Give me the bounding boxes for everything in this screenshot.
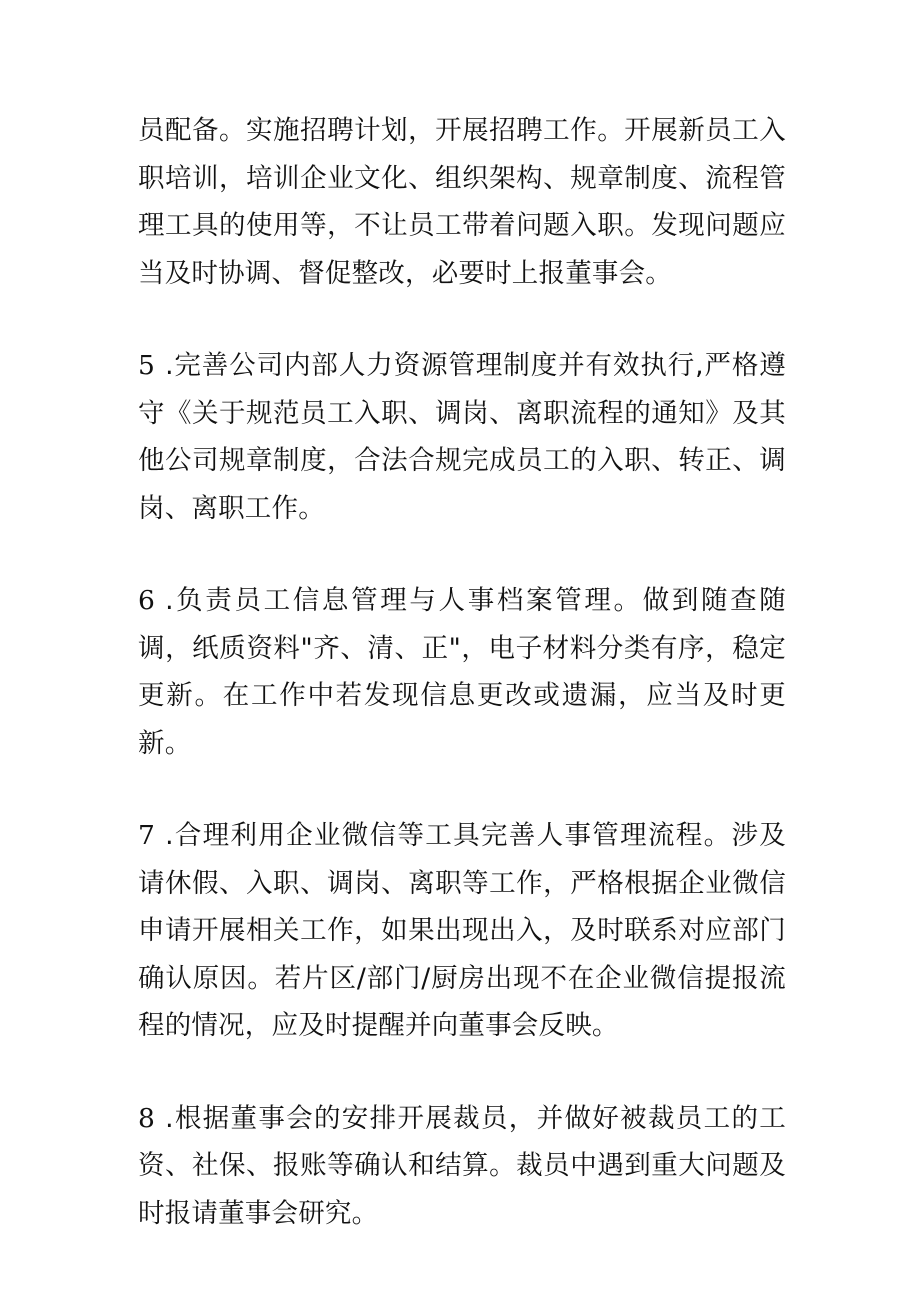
- paragraph-item-8: [138, 1095, 786, 1238]
- document-body: [138, 107, 786, 1237]
- item-number: 8: [138, 1102, 156, 1134]
- item-number: 6: [138, 585, 156, 616]
- item-number: 5: [138, 350, 156, 381]
- paragraph-text: 员配备。实施招聘计划，开展招聘工作。开展新员工入职培训，培训企业文化、组织架构、规章制度、流程管理工具的使用等，不让员工带着问题入职。发现问题应当及时协调、督促整改，必要时上报董事会。: [138, 115, 786, 289]
- paragraph-text: .完善公司内部人力资源管理制度并有效执行,严格遵守《关于规范员工入职、调岗、离职流程的通知》及其他公司规章制度，合法合规完成员工的入职、转正、调岗、离职工作。: [138, 350, 786, 524]
- paragraph-text: .负责员工信息管理与人事档案管理。做到随查随调，纸质资料"齐、清、正"，电子材料分类有序，稳定更新。在工作中若发现信息更改或遗漏，应当及时更新。: [138, 585, 786, 759]
- paragraph-item-7: [138, 812, 786, 1050]
- item-number: 7: [138, 820, 156, 851]
- paragraph-item-5: [138, 342, 786, 532]
- paragraph-continuation: [138, 107, 786, 297]
- paragraph-text: .合理利用企业微信等工具完善人事管理流程。涉及请休假、入职、调岗、离职等工作，严格根据企业微信申请开展相关工作，如果出现出入，及时联系对应部门确认原因。若片区/部门/厨房出现不在企业微信提报流程的情况，应及时提醒并向董事会反映。: [138, 820, 786, 1041]
- paragraph-item-6: [138, 577, 786, 767]
- paragraph-text: .根据董事会的安排开展裁员，并做好被裁员工的工资、社保、报账等确认和结算。裁员中遇到重大问题及时报请董事会研究。: [138, 1102, 786, 1229]
